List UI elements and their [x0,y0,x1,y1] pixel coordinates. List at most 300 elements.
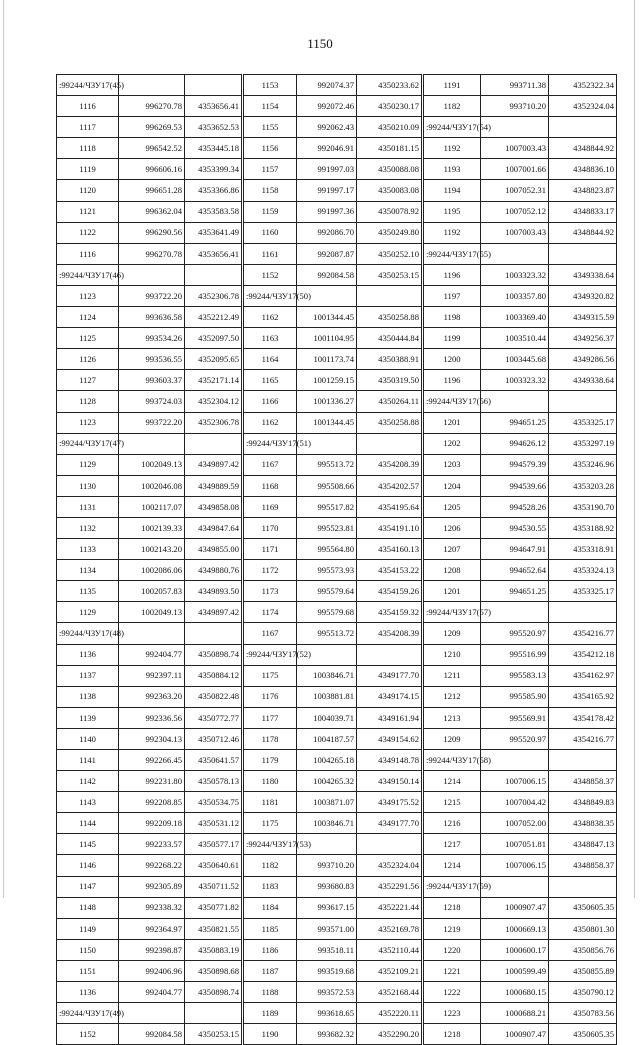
point-number-cell: 1178 [243,728,297,749]
point-number-cell: 1192 [423,222,481,243]
y-coordinate-cell: 4348849.83 [549,792,617,813]
y-coordinate-cell: 4349858.08 [185,496,243,517]
x-coordinate-cell: 992364.97 [119,918,185,939]
table-row [57,960,617,981]
x-coordinate-cell: 1007052.31 [481,180,549,201]
y-coordinate-cell: 4353325.17 [549,581,617,602]
parcel-id-cell: :99244/ЧЗУ17(58) [423,750,481,771]
point-number-cell: 1131 [57,496,119,517]
x-coordinate-cell: 1003846.71 [297,665,357,686]
y-coordinate-cell: 4352220.11 [357,1003,423,1024]
point-number-cell: 1133 [57,539,119,560]
x-coordinate-cell: 1003357.80 [481,285,549,306]
y-coordinate-cell: 4349338.64 [549,264,617,285]
y-coordinate-cell: 4350772.77 [185,707,243,728]
y-coordinate-cell: 4350210.09 [357,117,423,138]
y-coordinate-cell: 4349847.64 [185,517,243,538]
table-row [57,517,617,538]
table-row [57,264,617,285]
y-coordinate-cell: 4353325.17 [549,412,617,433]
y-coordinate-cell: 4352169.78 [357,918,423,939]
point-number-cell: 1171 [243,539,297,560]
x-coordinate-cell: 1000680.15 [481,982,549,1003]
x-coordinate-cell: 1004187.57 [297,728,357,749]
x-coordinate-cell: 1007006.15 [481,855,549,876]
y-coordinate-cell: 4350883.19 [185,939,243,960]
y-coordinate-cell: 4349897.42 [185,602,243,623]
x-coordinate-cell: 1007052.12 [481,201,549,222]
x-coordinate-cell: 995513.72 [297,623,357,644]
point-number-cell: 1138 [57,686,119,707]
point-number-cell: 1129 [57,602,119,623]
point-number-cell: 1201 [423,412,481,433]
x-coordinate-cell: 993536.55 [119,349,185,370]
point-number-cell: 1153 [243,75,297,96]
empty-cell [185,1003,243,1024]
x-coordinate-cell: 996651.28 [119,180,185,201]
y-coordinate-cell: 4350083.08 [357,180,423,201]
x-coordinate-cell: 992304.13 [119,728,185,749]
x-coordinate-cell: 993724.03 [119,391,185,412]
point-number-cell: 1156 [243,138,297,159]
table-row [57,1024,617,1045]
x-coordinate-cell: 992397.11 [119,665,185,686]
empty-cell [185,264,243,285]
x-coordinate-cell: 1003881.81 [297,686,357,707]
x-coordinate-cell: 991997.03 [297,159,357,180]
point-number-cell: 1123 [57,285,119,306]
point-number-cell: 1175 [243,665,297,686]
point-number-cell: 1152 [243,264,297,285]
point-number-cell: 1173 [243,581,297,602]
y-coordinate-cell: 4350253.15 [357,264,423,285]
y-coordinate-cell: 4349161.94 [357,707,423,728]
parcel-id-cell: :99244/ЧЗУ17(55) [423,243,481,264]
point-number-cell: 1210 [423,644,481,665]
x-coordinate-cell: 1007001.66 [481,159,549,180]
point-number-cell: 1140 [57,728,119,749]
x-coordinate-cell: 994539.66 [481,475,549,496]
point-number-cell: 1167 [243,454,297,475]
point-number-cell: 1136 [57,982,119,1003]
point-number-cell: 1129 [57,454,119,475]
x-coordinate-cell: 996542.52 [119,138,185,159]
point-number-cell: 1136 [57,644,119,665]
y-coordinate-cell: 4353188.92 [549,517,617,538]
x-coordinate-cell: 994651.25 [481,581,549,602]
point-number-cell: 1206 [423,517,481,538]
y-coordinate-cell: 4350230.17 [357,96,423,117]
y-coordinate-cell: 4349177.70 [357,665,423,686]
scan-edge-left [3,0,4,898]
empty-cell [549,750,617,771]
x-coordinate-cell: 994626.12 [481,433,549,454]
y-coordinate-cell: 4350577.17 [185,834,243,855]
y-coordinate-cell: 4353366.86 [185,180,243,201]
empty-cell [119,433,185,454]
x-coordinate-cell: 992084.58 [119,1024,185,1045]
x-coordinate-cell: 995569.91 [481,707,549,728]
point-number-cell: 1168 [243,475,297,496]
y-coordinate-cell: 4350898.74 [185,982,243,1003]
x-coordinate-cell: 994647.91 [481,539,549,560]
x-coordinate-cell: 1002117.07 [119,496,185,517]
y-coordinate-cell: 4352095.65 [185,349,243,370]
y-coordinate-cell: 4350531.12 [185,813,243,834]
x-coordinate-cell: 995513.72 [297,454,357,475]
point-number-cell: 1162 [243,412,297,433]
x-coordinate-cell: 992046.91 [297,138,357,159]
point-number-cell: 1218 [423,1024,481,1045]
point-number-cell: 1209 [423,623,481,644]
table-row [57,982,617,1003]
x-coordinate-cell: 1001344.45 [297,307,357,328]
point-number-cell: 1183 [243,876,297,897]
x-coordinate-cell: 994528.26 [481,496,549,517]
empty-cell [185,433,243,454]
x-coordinate-cell: 992338.32 [119,897,185,918]
x-coordinate-cell: 995517.82 [297,496,357,517]
y-coordinate-cell: 4352168.44 [357,982,423,1003]
y-coordinate-cell: 4349286.56 [549,349,617,370]
y-coordinate-cell: 4350253.15 [185,1024,243,1045]
point-number-cell: 1150 [57,939,119,960]
y-coordinate-cell: 4352171.14 [185,370,243,391]
y-coordinate-cell: 4350319.50 [357,370,423,391]
point-number-cell: 1218 [423,897,481,918]
point-number-cell: 1119 [57,159,119,180]
point-number-cell: 1169 [243,496,297,517]
y-coordinate-cell: 4353445.18 [185,138,243,159]
x-coordinate-cell: 995520.97 [481,728,549,749]
table-row [57,138,617,159]
point-number-cell: 1143 [57,792,119,813]
x-coordinate-cell: 993618.65 [297,1003,357,1024]
point-number-cell: 1151 [57,960,119,981]
point-number-cell: 1195 [423,201,481,222]
point-number-cell: 1191 [423,75,481,96]
table-row [57,1003,617,1024]
x-coordinate-cell: 993534.26 [119,328,185,349]
point-number-cell: 1166 [243,391,297,412]
point-number-cell: 1202 [423,433,481,454]
table-row [57,349,617,370]
y-coordinate-cell: 4350088.08 [357,159,423,180]
point-number-cell: 1118 [57,138,119,159]
y-coordinate-cell: 4350258.88 [357,412,423,433]
y-coordinate-cell: 4348858.37 [549,855,617,876]
point-number-cell: 1122 [57,222,119,243]
x-coordinate-cell: 992209.18 [119,813,185,834]
parcel-id-cell: :99244/ЧЗУ17(54) [423,117,481,138]
y-coordinate-cell: 4352324.04 [549,96,617,117]
table-row [57,834,617,855]
x-coordinate-cell: 995579.64 [297,581,357,602]
y-coordinate-cell: 4349855.00 [185,539,243,560]
x-coordinate-cell: 1000907.47 [481,1024,549,1045]
x-coordinate-cell: 992336.56 [119,707,185,728]
x-coordinate-cell: 994651.25 [481,412,549,433]
x-coordinate-cell: 1001344.45 [297,412,357,433]
x-coordinate-cell: 996270.78 [119,243,185,264]
x-coordinate-cell: 995564.80 [297,539,357,560]
empty-cell [119,75,185,96]
table-row [57,307,617,328]
empty-cell [357,433,423,454]
point-number-cell: 1184 [243,897,297,918]
x-coordinate-cell: 1001104.95 [297,328,357,349]
point-number-cell: 1147 [57,876,119,897]
y-coordinate-cell: 4350640.61 [185,855,243,876]
point-number-cell: 1124 [57,307,119,328]
point-number-cell: 1213 [423,707,481,728]
point-number-cell: 1121 [57,201,119,222]
table-row [57,602,617,623]
x-coordinate-cell: 1007051.81 [481,834,549,855]
y-coordinate-cell: 4350605.35 [549,1024,617,1045]
y-coordinate-cell: 4350534.75 [185,792,243,813]
x-coordinate-cell: 1002057.83 [119,581,185,602]
table-row [57,686,617,707]
y-coordinate-cell: 4353641.49 [185,222,243,243]
x-coordinate-cell: 1007006.15 [481,771,549,792]
x-coordinate-cell: 996290.56 [119,222,185,243]
x-coordinate-cell: 1000688.21 [481,1003,549,1024]
x-coordinate-cell: 992072.46 [297,96,357,117]
y-coordinate-cell: 4354178.42 [549,707,617,728]
empty-cell [549,876,617,897]
y-coordinate-cell: 4354191.10 [357,517,423,538]
parcel-id-cell: :99244/ЧЗУ17(48) [57,623,119,644]
point-number-cell: 1149 [57,918,119,939]
y-coordinate-cell: 4349880.76 [185,560,243,581]
x-coordinate-cell: 992062.43 [297,117,357,138]
parcel-id-cell: :99244/ЧЗУ17(49) [57,1003,119,1024]
point-number-cell: 1203 [423,454,481,475]
point-number-cell: 1175 [243,813,297,834]
y-coordinate-cell: 4350578.13 [185,771,243,792]
point-number-cell: 1190 [243,1024,297,1045]
table-row [57,560,617,581]
y-coordinate-cell: 4352324.04 [357,855,423,876]
y-coordinate-cell: 4353190.70 [549,496,617,517]
y-coordinate-cell: 4349148.78 [357,750,423,771]
x-coordinate-cell: 992266.45 [119,750,185,771]
y-coordinate-cell: 4348847.13 [549,834,617,855]
empty-cell [119,1003,185,1024]
x-coordinate-cell: 993571.00 [297,918,357,939]
y-coordinate-cell: 4352290.20 [357,1024,423,1045]
empty-cell [357,834,423,855]
x-coordinate-cell: 1001336.27 [297,391,357,412]
parcel-id-cell: :99244/ЧЗУ17(56) [423,391,481,412]
point-number-cell: 1211 [423,665,481,686]
y-coordinate-cell: 4353318.91 [549,539,617,560]
point-number-cell: 1220 [423,939,481,960]
x-coordinate-cell: 991997.17 [297,180,357,201]
y-coordinate-cell: 4350264.11 [357,391,423,412]
parcel-id-cell: :99244/ЧЗУ17(57) [423,602,481,623]
point-number-cell: 1204 [423,475,481,496]
point-number-cell: 1223 [423,1003,481,1024]
table-row [57,855,617,876]
point-number-cell: 1130 [57,475,119,496]
y-coordinate-cell: 4350898.68 [185,960,243,981]
y-coordinate-cell: 4350822.48 [185,686,243,707]
y-coordinate-cell: 4350783.56 [549,1003,617,1024]
point-number-cell: 1158 [243,180,297,201]
table-row [57,412,617,433]
x-coordinate-cell: 995516.99 [481,644,549,665]
coordinates-table-body [57,75,617,1045]
y-coordinate-cell: 4349154.62 [357,728,423,749]
x-coordinate-cell: 1003323.32 [481,370,549,391]
y-coordinate-cell: 4350821.55 [185,918,243,939]
point-number-cell: 1188 [243,982,297,1003]
y-coordinate-cell: 4353324.13 [549,560,617,581]
y-coordinate-cell: 4349174.15 [357,686,423,707]
x-coordinate-cell: 995523.81 [297,517,357,538]
point-number-cell: 1179 [243,750,297,771]
y-coordinate-cell: 4348858.37 [549,771,617,792]
x-coordinate-cell: 992208.85 [119,792,185,813]
point-number-cell: 1208 [423,560,481,581]
x-coordinate-cell: 1004265.32 [297,771,357,792]
x-coordinate-cell: 995585.90 [481,686,549,707]
table-row [57,391,617,412]
x-coordinate-cell: 992084.58 [297,264,357,285]
y-coordinate-cell: 4352212.49 [185,307,243,328]
y-coordinate-cell: 4348838.35 [549,813,617,834]
point-number-cell: 1216 [423,813,481,834]
y-coordinate-cell: 4353656.41 [185,96,243,117]
table-row [57,623,617,644]
y-coordinate-cell: 4350884.12 [185,665,243,686]
table-row [57,75,617,96]
x-coordinate-cell: 996270.78 [119,96,185,117]
x-coordinate-cell: 1007003.43 [481,138,549,159]
point-number-cell: 1214 [423,771,481,792]
y-coordinate-cell: 4354208.39 [357,454,423,475]
point-number-cell: 1189 [243,1003,297,1024]
parcel-id-cell: :99244/ЧЗУ17(47) [57,433,119,454]
y-coordinate-cell: 4352304.12 [185,391,243,412]
y-coordinate-cell: 4354216.77 [549,728,617,749]
x-coordinate-cell: 1002139.33 [119,517,185,538]
y-coordinate-cell: 4350898.74 [185,644,243,665]
x-coordinate-cell: 1000599.49 [481,960,549,981]
point-number-cell: 1199 [423,328,481,349]
x-coordinate-cell: 992398.87 [119,939,185,960]
x-coordinate-cell: 993518.11 [297,939,357,960]
table-row [57,433,617,454]
x-coordinate-cell: 992074.37 [297,75,357,96]
point-number-cell: 1221 [423,960,481,981]
table-row [57,243,617,264]
point-number-cell: 1214 [423,855,481,876]
point-number-cell: 1196 [423,264,481,285]
point-number-cell: 1167 [243,623,297,644]
y-coordinate-cell: 4349897.42 [185,454,243,475]
page-number: 1150 [307,36,333,51]
point-number-cell: 1181 [243,792,297,813]
point-number-cell: 1212 [423,686,481,707]
point-number-cell: 1157 [243,159,297,180]
parcel-id-cell: :99244/ЧЗУ17(52) [243,644,297,665]
empty-cell [549,391,617,412]
point-number-cell: 1123 [57,412,119,433]
y-coordinate-cell: 4349338.64 [549,370,617,391]
x-coordinate-cell: 1003445.68 [481,349,549,370]
y-coordinate-cell: 4354162.97 [549,665,617,686]
y-coordinate-cell: 4350855.89 [549,960,617,981]
scan-edge-right [634,0,635,898]
x-coordinate-cell: 1003846.71 [297,813,357,834]
x-coordinate-cell: 995520.97 [481,623,549,644]
table-row [57,792,617,813]
table-row [57,96,617,117]
y-coordinate-cell: 4354208.39 [357,623,423,644]
x-coordinate-cell: 1003323.32 [481,264,549,285]
x-coordinate-cell: 993710.20 [297,855,357,876]
y-coordinate-cell: 4354195.64 [357,496,423,517]
point-number-cell: 1217 [423,834,481,855]
table-row [57,771,617,792]
table-row [57,918,617,939]
y-coordinate-cell: 4353246.96 [549,454,617,475]
x-coordinate-cell: 1007003.43 [481,222,549,243]
x-coordinate-cell: 993617.15 [297,897,357,918]
y-coordinate-cell: 4348836.10 [549,159,617,180]
table-row [57,876,617,897]
y-coordinate-cell: 4349150.14 [357,771,423,792]
empty-cell [185,623,243,644]
y-coordinate-cell: 4353656.41 [185,243,243,264]
point-number-cell: 1196 [423,370,481,391]
point-number-cell: 1125 [57,328,119,349]
x-coordinate-cell: 1002049.13 [119,602,185,623]
x-coordinate-cell: 992233.57 [119,834,185,855]
point-number-cell: 1172 [243,560,297,581]
point-number-cell: 1170 [243,517,297,538]
point-number-cell: 1176 [243,686,297,707]
coordinates-table [56,74,617,1045]
y-coordinate-cell: 4349175.52 [357,792,423,813]
y-coordinate-cell: 4354165.92 [549,686,617,707]
table-row [57,581,617,602]
point-number-cell: 1174 [243,602,297,623]
y-coordinate-cell: 4349177.70 [357,813,423,834]
y-coordinate-cell: 4352221.44 [357,897,423,918]
x-coordinate-cell: 1003369.40 [481,307,549,328]
y-coordinate-cell: 4350233.62 [357,75,423,96]
y-coordinate-cell: 4350605.35 [549,897,617,918]
empty-cell [549,117,617,138]
point-number-cell: 1145 [57,834,119,855]
y-coordinate-cell: 4354160.13 [357,539,423,560]
y-coordinate-cell: 4353583.58 [185,201,243,222]
x-coordinate-cell: 994579.39 [481,454,549,475]
x-coordinate-cell: 996269.53 [119,117,185,138]
x-coordinate-cell: 992231.80 [119,771,185,792]
y-coordinate-cell: 4352306.78 [185,285,243,306]
empty-cell [357,285,423,306]
y-coordinate-cell: 4353203.28 [549,475,617,496]
x-coordinate-cell: 995508.66 [297,475,357,496]
y-coordinate-cell: 4352109.21 [357,960,423,981]
x-coordinate-cell: 993711.38 [481,75,549,96]
x-coordinate-cell: 995573.93 [297,560,357,581]
